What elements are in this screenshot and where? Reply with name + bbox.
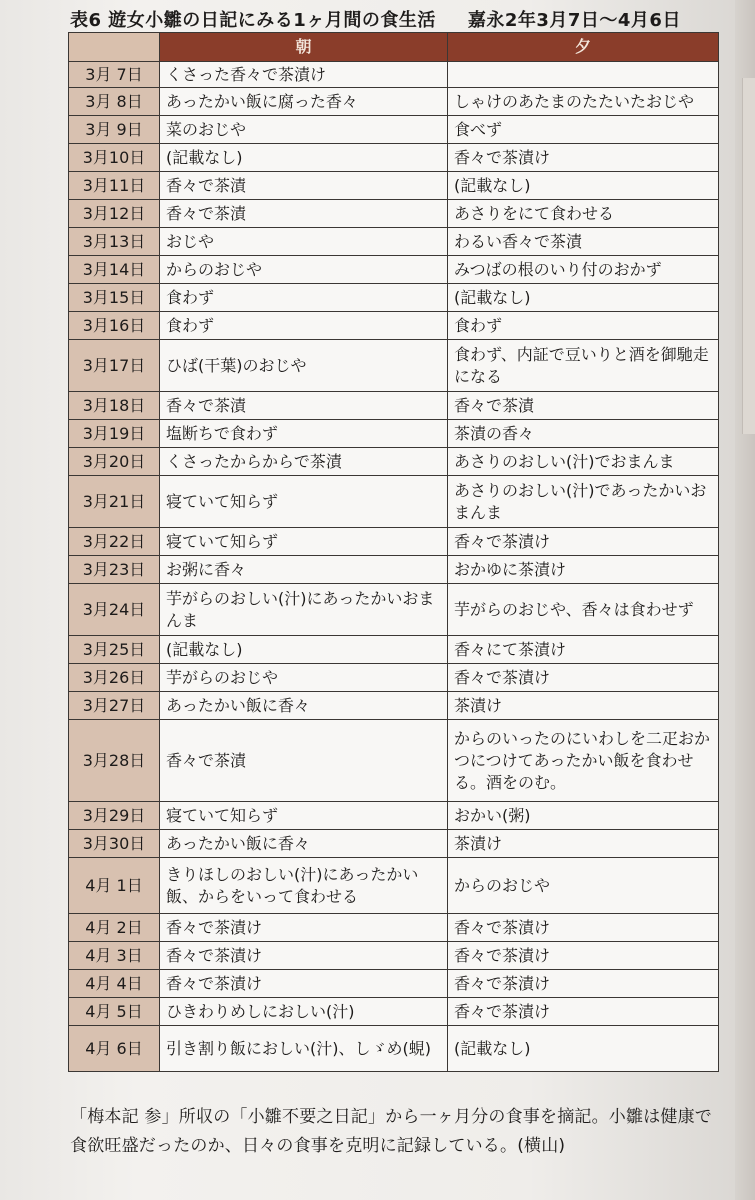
cell-dinner: 芋がらのおじや、香々は食わせず	[448, 584, 719, 636]
table-body	[69, 62, 719, 1072]
cell-date: 3月17日	[69, 340, 160, 392]
cell-breakfast: 芋がらのおじや	[160, 664, 448, 692]
table-row	[69, 720, 719, 802]
cell-dinner: 香々で茶漬け	[448, 942, 719, 970]
cell-dinner: 食わず	[448, 312, 719, 340]
table-row	[69, 448, 719, 476]
cell-breakfast: からのおじや	[160, 256, 448, 284]
cell-date: 3月16日	[69, 312, 160, 340]
cell-date: 3月22日	[69, 528, 160, 556]
cell-dinner: 茶漬の香々	[448, 420, 719, 448]
table-row	[69, 62, 719, 88]
cell-breakfast: くさった香々で茶漬け	[160, 62, 448, 88]
cell-date: 3月26日	[69, 664, 160, 692]
table-row	[69, 664, 719, 692]
table-row	[69, 256, 719, 284]
cell-breakfast: あったかい飯に香々	[160, 692, 448, 720]
table-row	[69, 556, 719, 584]
table-title-label: 表6 遊女小雛の日記にみる1ヶ月間の食生活	[70, 10, 436, 31]
cell-dinner: 香々で茶漬け	[448, 144, 719, 172]
cell-breakfast: 香々で茶漬け	[160, 942, 448, 970]
cell-dinner: 香々で茶漬け	[448, 970, 719, 998]
cell-breakfast: くさったからからで茶漬	[160, 448, 448, 476]
page-tab-edge	[742, 78, 755, 434]
table-title	[70, 6, 721, 32]
table-row	[69, 392, 719, 420]
diet-table-container	[68, 32, 718, 1072]
cell-date: 4月 4日	[69, 970, 160, 998]
cell-date: 3月13日	[69, 228, 160, 256]
cell-breakfast: 寝ていて知らず	[160, 476, 448, 528]
cell-date: 3月28日	[69, 720, 160, 802]
cell-breakfast: ひきわりめしにおしい(汁)	[160, 998, 448, 1026]
cell-date: 3月12日	[69, 200, 160, 228]
header-breakfast: 朝	[160, 33, 448, 62]
cell-breakfast: 塩断ちで食わず	[160, 420, 448, 448]
diet-table	[68, 32, 719, 1072]
cell-breakfast: 食わず	[160, 284, 448, 312]
table-row	[69, 830, 719, 858]
cell-date: 3月11日	[69, 172, 160, 200]
cell-date: 3月25日	[69, 636, 160, 664]
cell-date: 4月 1日	[69, 858, 160, 914]
cell-dinner: からのおじや	[448, 858, 719, 914]
cell-dinner: 茶漬け	[448, 692, 719, 720]
cell-breakfast: あったかい飯に腐った香々	[160, 88, 448, 116]
table-row	[69, 340, 719, 392]
cell-breakfast: 芋がらのおしい(汁)にあったかいおまんま	[160, 584, 448, 636]
cell-breakfast: 寝ていて知らず	[160, 802, 448, 830]
cell-dinner: 食べず	[448, 116, 719, 144]
table-row	[69, 312, 719, 340]
cell-date: 3月 7日	[69, 62, 160, 88]
table-row	[69, 172, 719, 200]
cell-breakfast: お粥に香々	[160, 556, 448, 584]
cell-breakfast: (記載なし)	[160, 144, 448, 172]
cell-date: 4月 3日	[69, 942, 160, 970]
cell-date: 3月23日	[69, 556, 160, 584]
cell-breakfast: 寝ていて知らず	[160, 528, 448, 556]
table-row	[69, 970, 719, 998]
cell-dinner: 香々で茶漬け	[448, 998, 719, 1026]
cell-breakfast: 引き割り飯におしい(汁)、しゞめ(蜆)	[160, 1026, 448, 1072]
table-row	[69, 284, 719, 312]
cell-date: 3月 9日	[69, 116, 160, 144]
cell-dinner: あさりのおしい(汁)でおまんま	[448, 448, 719, 476]
cell-dinner: あさりをにて食わせる	[448, 200, 719, 228]
table-row	[69, 942, 719, 970]
cell-breakfast: (記載なし)	[160, 636, 448, 664]
cell-date: 3月24日	[69, 584, 160, 636]
cell-date: 3月20日	[69, 448, 160, 476]
table-row	[69, 228, 719, 256]
table-row	[69, 476, 719, 528]
cell-dinner: 食わず、内証で豆いりと酒を御馳走になる	[448, 340, 719, 392]
cell-date: 3月 8日	[69, 88, 160, 116]
cell-breakfast: ひば(干葉)のおじや	[160, 340, 448, 392]
cell-date: 4月 6日	[69, 1026, 160, 1072]
table-row	[69, 144, 719, 172]
cell-dinner: わるい香々で茶漬	[448, 228, 719, 256]
cell-date: 3月29日	[69, 802, 160, 830]
cell-breakfast: 香々で茶漬け	[160, 914, 448, 942]
table-header-row	[69, 33, 719, 62]
table-row	[69, 584, 719, 636]
cell-dinner: 茶漬け	[448, 830, 719, 858]
cell-dinner: (記載なし)	[448, 284, 719, 312]
cell-dinner: おかい(粥)	[448, 802, 719, 830]
cell-breakfast: 香々で茶漬	[160, 200, 448, 228]
cell-date: 4月 5日	[69, 998, 160, 1026]
cell-date: 3月27日	[69, 692, 160, 720]
table-title-period: 嘉永2年3月7日～4月6日	[467, 10, 681, 31]
cell-dinner: (記載なし)	[448, 1026, 719, 1072]
cell-date: 3月14日	[69, 256, 160, 284]
table-row	[69, 116, 719, 144]
table-row	[69, 636, 719, 664]
table-row	[69, 200, 719, 228]
table-row	[69, 858, 719, 914]
table-row	[69, 998, 719, 1026]
table-row	[69, 802, 719, 830]
cell-dinner: 香々で茶漬け	[448, 528, 719, 556]
cell-date: 3月10日	[69, 144, 160, 172]
cell-date: 3月19日	[69, 420, 160, 448]
cell-date: 4月 2日	[69, 914, 160, 942]
cell-date: 3月30日	[69, 830, 160, 858]
cell-breakfast: 香々で茶漬	[160, 392, 448, 420]
cell-date: 3月21日	[69, 476, 160, 528]
header-dinner: 夕	[448, 33, 719, 62]
cell-dinner: みつばの根のいり付のおかず	[448, 256, 719, 284]
cell-breakfast: 菜のおじや	[160, 116, 448, 144]
table-row	[69, 420, 719, 448]
cell-dinner: からのいったのにいわしを二疋おかつにつけてあったかい飯を食わせる。酒をのむ。	[448, 720, 719, 802]
cell-dinner: あさりのおしい(汁)であったかいおまんま	[448, 476, 719, 528]
cell-breakfast: 香々で茶漬	[160, 720, 448, 802]
cell-dinner: (記載なし)	[448, 172, 719, 200]
cell-breakfast: きりほしのおしい(汁)にあったかい飯、からをいって食わせる	[160, 858, 448, 914]
cell-dinner: 香々で茶漬	[448, 392, 719, 420]
cell-date: 3月18日	[69, 392, 160, 420]
table-row	[69, 1026, 719, 1072]
table-row	[69, 692, 719, 720]
cell-dinner: おかゆに茶漬け	[448, 556, 719, 584]
cell-breakfast: 香々で茶漬け	[160, 970, 448, 998]
table-row	[69, 914, 719, 942]
footnote: 「梅本記 参」所収の「小雛不要之日記」から一ヶ月分の食事を摘記。小雛は健康で食欲旺盛だったのか、日々の食事を克明に記録している。(横山)	[70, 1107, 713, 1156]
table-row	[69, 528, 719, 556]
table-row	[69, 88, 719, 116]
header-date	[69, 33, 160, 62]
cell-breakfast: 食わず	[160, 312, 448, 340]
cell-breakfast: 香々で茶漬	[160, 172, 448, 200]
cell-dinner	[448, 62, 719, 88]
cell-dinner: 香々で茶漬け	[448, 664, 719, 692]
cell-dinner: しゃけのあたまのたたいたおじや	[448, 88, 719, 116]
cell-dinner: 香々で茶漬け	[448, 914, 719, 942]
cell-date: 3月15日	[69, 284, 160, 312]
cell-dinner: 香々にて茶漬け	[448, 636, 719, 664]
cell-breakfast: おじや	[160, 228, 448, 256]
cell-breakfast: あったかい飯に香々	[160, 830, 448, 858]
